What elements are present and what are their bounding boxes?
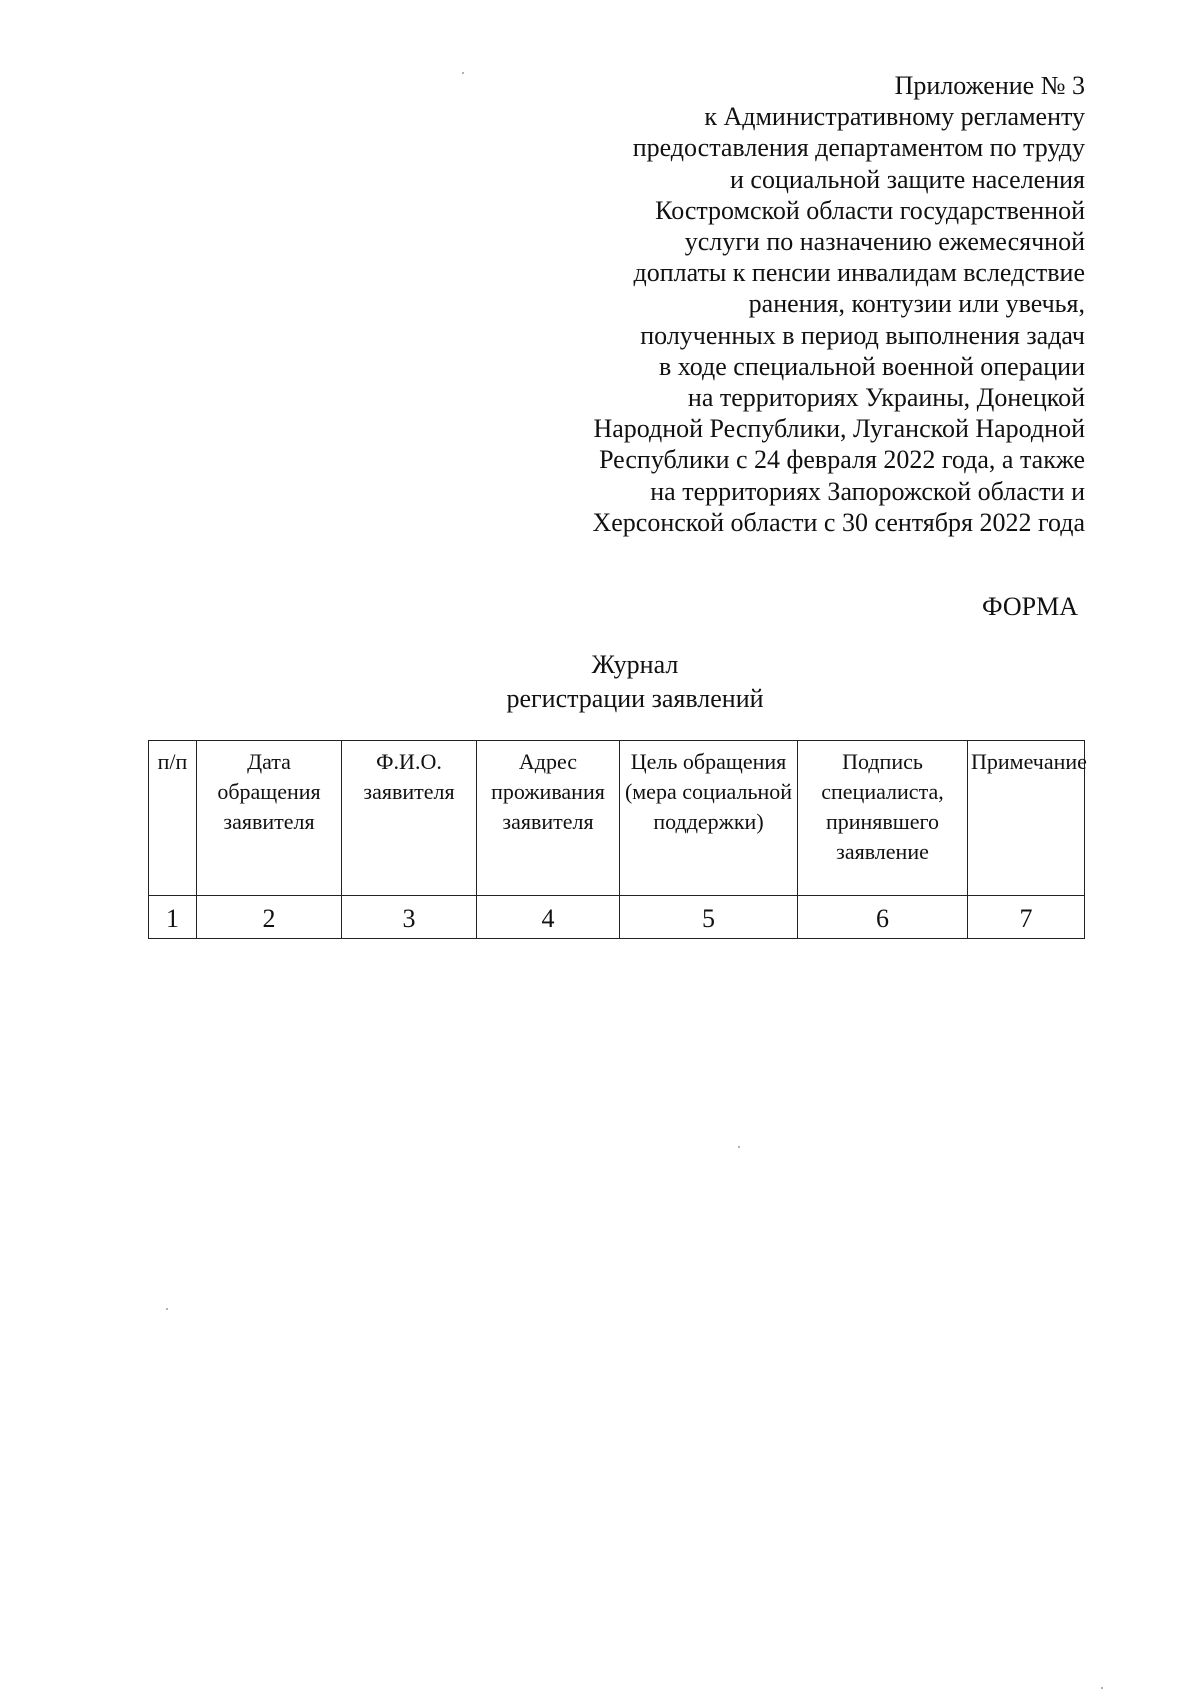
header-cell-date: Дата обращения заявителя — [197, 741, 342, 896]
appendix-line: на территориях Запорожской области и — [650, 476, 1085, 506]
form-label: ФОРМА — [982, 592, 1078, 621]
header-cell-number: п/п — [149, 741, 197, 896]
column-number-cell: 7 — [968, 896, 1085, 939]
appendix-line: на территориях Украины, Донецкой — [687, 383, 1085, 413]
header-cell-purpose: Цель обращения (мера социальной поддержки) — [620, 741, 798, 896]
journal-subtitle: регистрации заявлений — [506, 684, 764, 713]
column-number-cell: 6 — [798, 896, 968, 939]
column-number-cell: 5 — [620, 896, 798, 939]
header-cell-note: Примечание — [968, 741, 1085, 896]
appendix-line: в ходе специальной военной операции — [659, 351, 1085, 381]
appendix-line: Костромской области государственной — [655, 195, 1085, 225]
table-header-row — [149, 741, 1085, 896]
appendix-line: предоставления департаментом по труду — [632, 133, 1085, 163]
scan-speck — [738, 1146, 740, 1148]
header-cell-name: Ф.И.О. заявителя — [342, 741, 477, 896]
column-number-cell: 1 — [149, 896, 197, 939]
appendix-line: Республики с 24 февраля 2022 года, а также — [599, 445, 1085, 475]
journal-title-block — [0, 648, 1200, 716]
appendix-line: ранения, контузии или увечья, — [748, 289, 1085, 319]
scan-speck — [166, 1308, 168, 1310]
appendix-header — [592, 70, 1085, 538]
journal-title: Журнал — [591, 650, 679, 679]
appendix-line: Херсонской области с 30 сентября 2022 года — [592, 507, 1085, 537]
appendix-line: полученных в период выполнения задач — [640, 320, 1085, 350]
appendix-line: и социальной защите населения — [729, 164, 1085, 194]
scan-speck — [1101, 1687, 1103, 1689]
table-row — [149, 896, 1085, 939]
registration-table — [148, 740, 1085, 939]
appendix-line: Приложение № 3 — [894, 71, 1085, 100]
column-number-cell: 2 — [197, 896, 342, 939]
header-cell-address: Адрес проживания заявителя — [477, 741, 620, 896]
appendix-line: Народной Республики, Луганской Народной — [593, 414, 1085, 444]
appendix-line: доплаты к пенсии инвалидам вследствие — [633, 258, 1085, 288]
column-number-cell: 4 — [477, 896, 620, 939]
scan-speck — [462, 72, 464, 74]
column-number-cell: 3 — [342, 896, 477, 939]
header-cell-signature: Подпись специалиста, принявшего заявление — [798, 741, 968, 896]
appendix-line: услуги по назначению ежемесячной — [684, 227, 1085, 257]
appendix-line: к Административному регламенту — [704, 102, 1085, 132]
